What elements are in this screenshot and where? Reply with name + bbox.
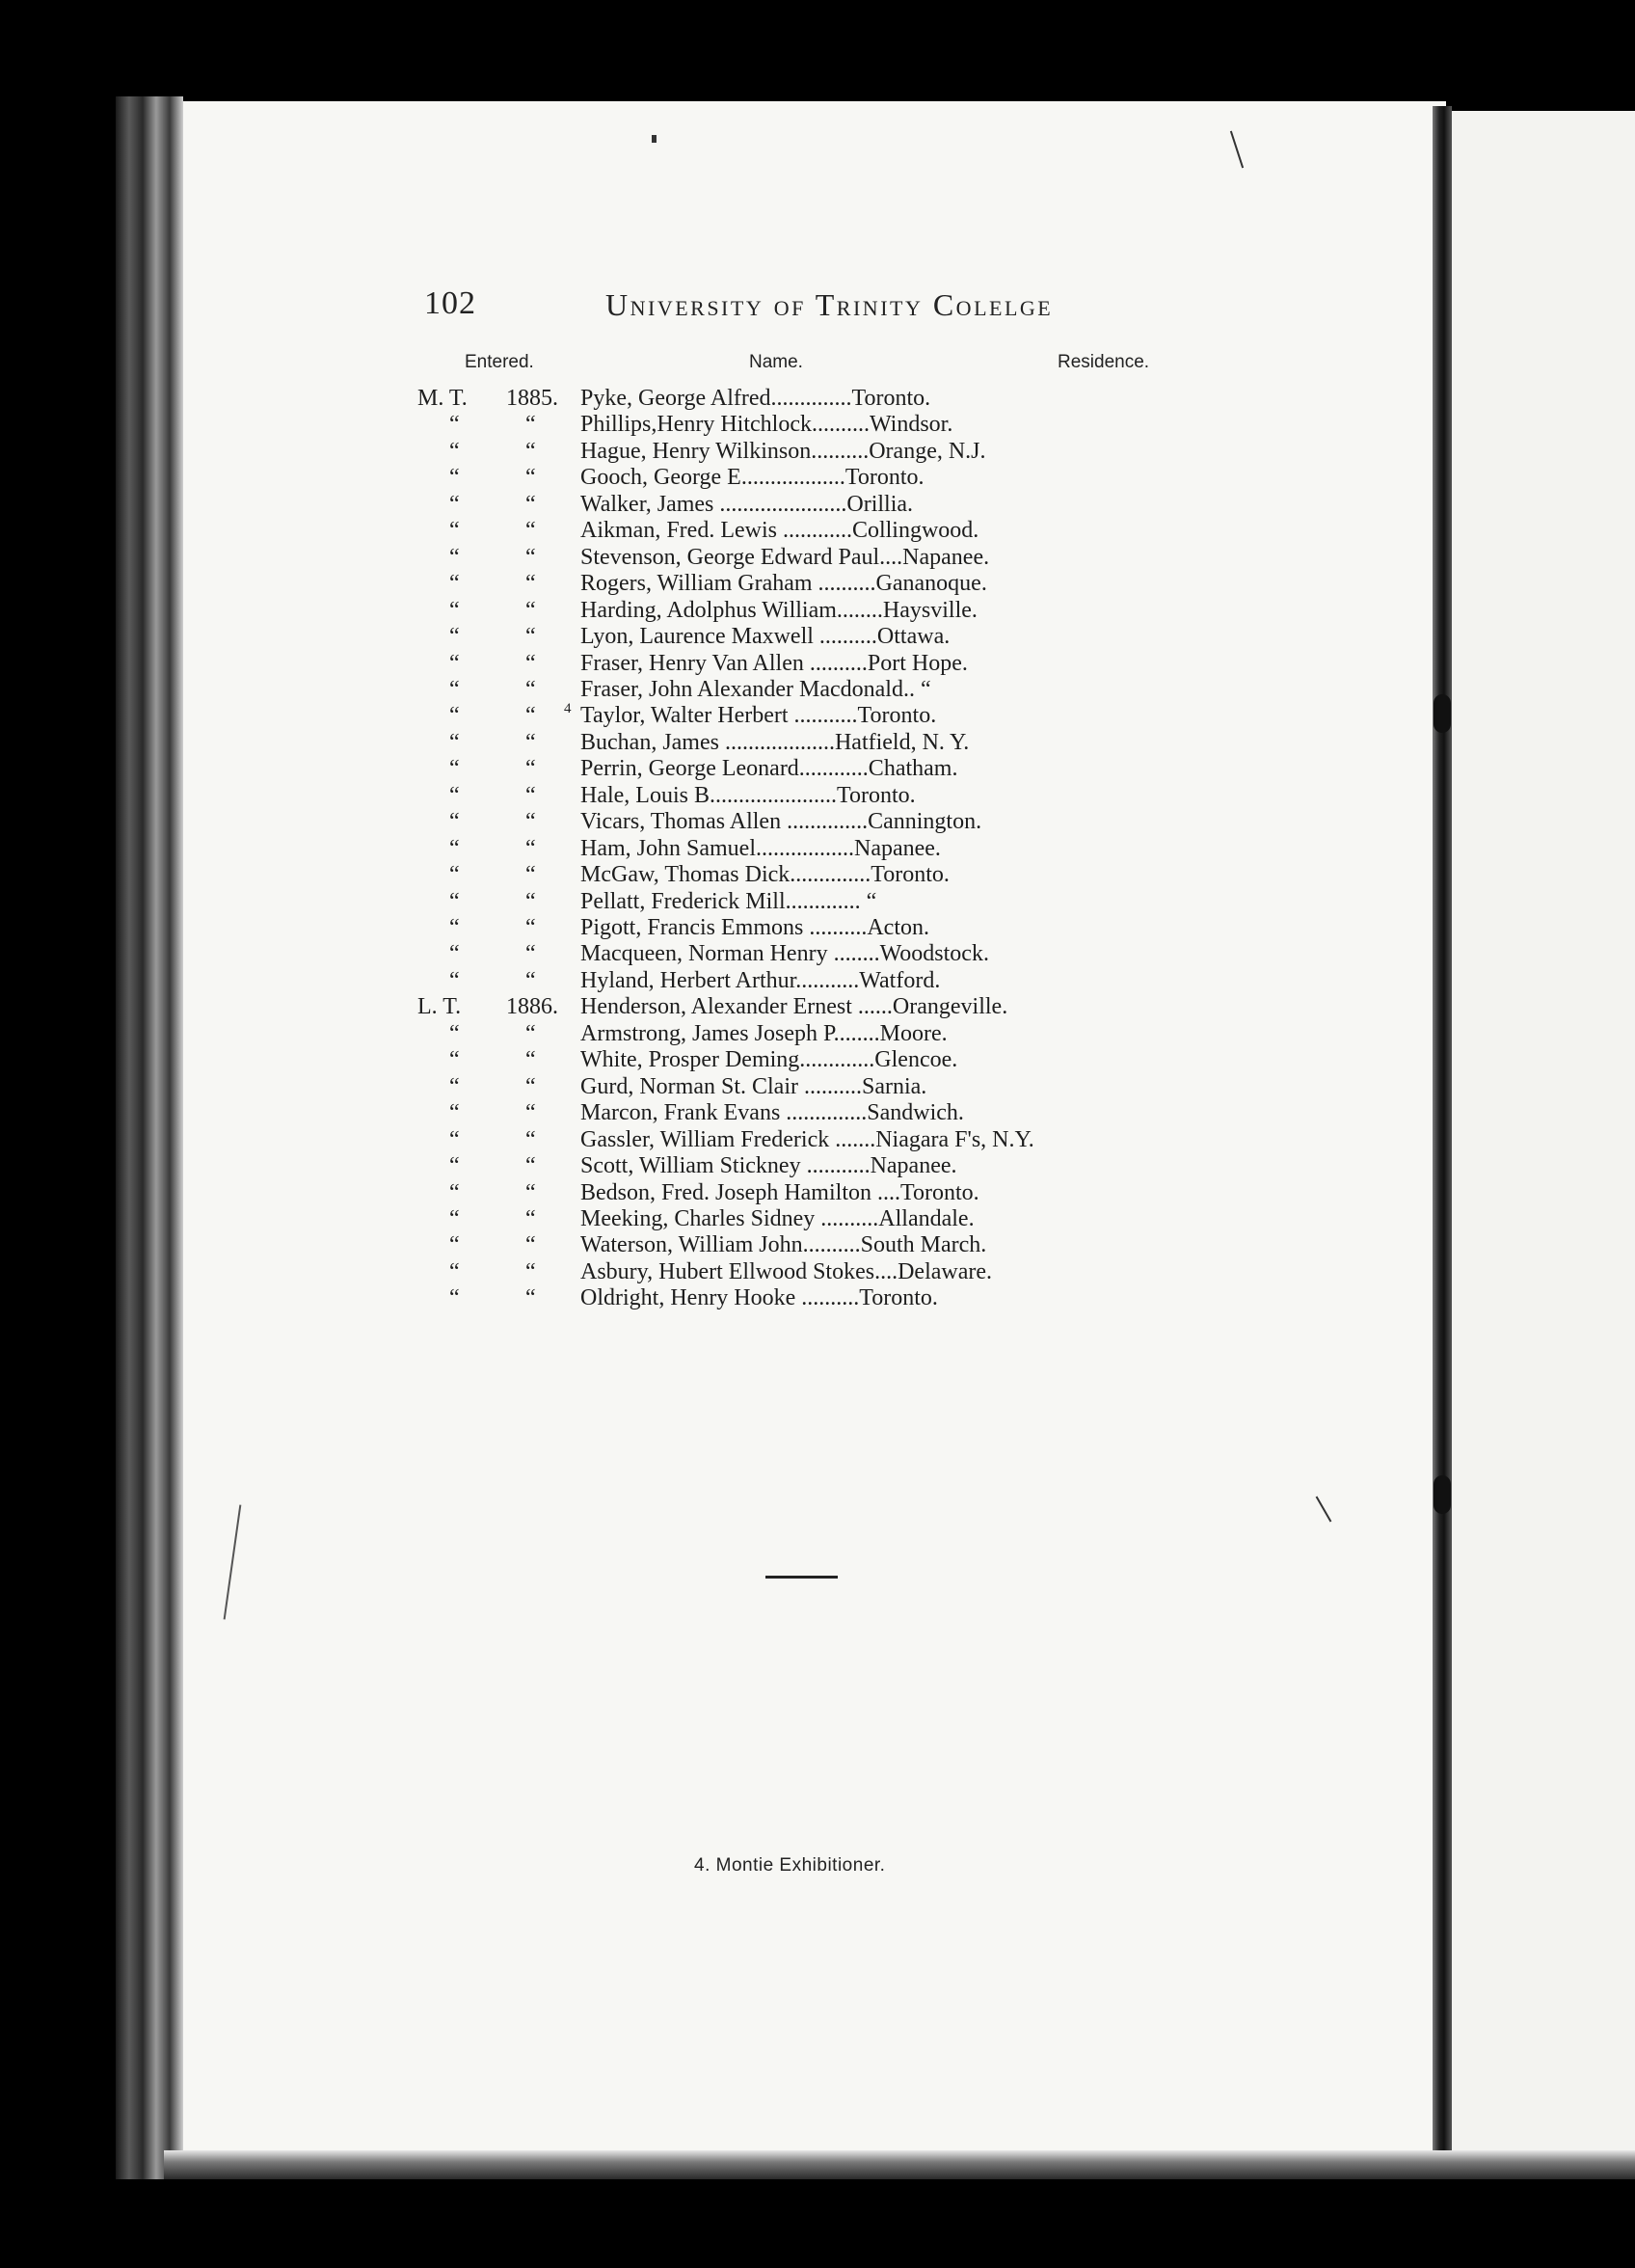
- list-item: [0, 1285, 1446, 1311]
- entry-name-residence: McGaw, Thomas Dick..............Toronto.: [580, 862, 950, 888]
- list-item: [0, 1153, 1446, 1179]
- list-item: [0, 545, 1446, 571]
- entry-year: “: [525, 465, 536, 491]
- entry-year: “: [525, 862, 536, 888]
- list-item: [0, 730, 1446, 756]
- entry-name-residence: Pigott, Francis Emmons ..........Acton.: [580, 915, 929, 940]
- list-item: [0, 1100, 1446, 1126]
- entry-term: “: [449, 1073, 460, 1099]
- closing-rule: [765, 1576, 838, 1579]
- running-title: University of Trinity Colelge: [605, 287, 1054, 322]
- list-item: [0, 518, 1446, 544]
- entry-name-residence: Perrin, George Leonard............Chatham.: [580, 756, 958, 782]
- entry-year: “: [525, 491, 536, 517]
- entry-name-residence: Pyke, George Alfred..............Toronto.: [580, 386, 931, 411]
- entry-name-residence: Vicars, Thomas Allen ..............Cannington.: [580, 809, 982, 835]
- entry-term: “: [449, 571, 460, 597]
- entry-year: “: [525, 835, 536, 861]
- list-item: [0, 1074, 1446, 1100]
- entry-term: “: [449, 703, 460, 729]
- entry-year: “: [525, 676, 536, 702]
- entry-year: “: [525, 438, 536, 464]
- entry-name-residence: Scott, William Stickney ...........Napanee.: [580, 1153, 957, 1179]
- list-item: [0, 915, 1446, 941]
- list-item: [0, 889, 1446, 915]
- entry-name-residence: Henderson, Alexander Ernest ......Orangeville.: [580, 994, 1008, 1020]
- entry-name-residence: Armstrong, James Joseph P........Moore.: [580, 1020, 948, 1046]
- column-heading-residence: Residence.: [1058, 352, 1150, 372]
- entry-year: “: [525, 703, 536, 729]
- entry-year: “: [525, 729, 536, 755]
- entry-year: “: [525, 1285, 536, 1311]
- entry-term: “: [449, 1232, 460, 1258]
- entry-term: “: [449, 941, 460, 967]
- entry-name-residence: Hague, Henry Wilkinson..........Orange, N.J.: [580, 438, 986, 464]
- entry-name-residence: Fraser, Henry Van Allen ..........Port Hope.: [580, 650, 968, 676]
- list-item: [0, 703, 1446, 729]
- list-item: [0, 968, 1446, 994]
- entry-year: “: [525, 782, 536, 808]
- entry-year: “: [525, 650, 536, 676]
- entry-year: “: [525, 571, 536, 597]
- entry-term: “: [449, 1020, 460, 1046]
- entry-term: “: [449, 1258, 460, 1284]
- list-item: [0, 439, 1446, 465]
- entry-name-residence: Lyon, Laurence Maxwell ..........Ottawa.: [580, 624, 951, 650]
- list-item: [0, 492, 1446, 518]
- scan-speck: [652, 135, 657, 143]
- page-number: 102: [424, 285, 476, 321]
- entry-year: “: [525, 518, 536, 544]
- entry-year: “: [525, 1073, 536, 1099]
- entry-term: “: [449, 1100, 460, 1126]
- list-item: [0, 994, 1446, 1020]
- entry-year: “: [525, 1205, 536, 1231]
- entry-term: “: [449, 1153, 460, 1179]
- entry-name-residence: Waterson, William John..........South March.: [580, 1232, 987, 1258]
- entry-name-residence: Hale, Louis B......................Toronto.: [580, 782, 916, 808]
- entry-term: “: [449, 1047, 460, 1073]
- entry-year: “: [525, 1179, 536, 1205]
- entry-name-residence: White, Prosper Deming.............Glencoe.: [580, 1047, 958, 1073]
- entry-term: “: [449, 624, 460, 650]
- entry-term: “: [449, 835, 460, 861]
- entry-year: “: [525, 1258, 536, 1284]
- entry-year: “: [525, 915, 536, 940]
- entry-term: “: [449, 465, 460, 491]
- entry-name-residence: Fraser, John Alexander Macdonald.. “: [580, 676, 931, 702]
- list-item: [0, 624, 1446, 650]
- entry-year: “: [525, 1126, 536, 1152]
- entry-term: “: [449, 1205, 460, 1231]
- entry-year: “: [525, 809, 536, 835]
- entry-year: “: [525, 967, 536, 993]
- entry-term: “: [449, 597, 460, 623]
- entry-year: “: [525, 1232, 536, 1258]
- entry-term: “: [449, 888, 460, 914]
- list-item: [0, 1127, 1446, 1153]
- entry-year: “: [525, 1047, 536, 1073]
- entry-term: “: [449, 862, 460, 888]
- list-item: [0, 386, 1446, 412]
- list-item: [0, 571, 1446, 597]
- entry-term: “: [449, 676, 460, 702]
- entry-year: “: [525, 756, 536, 782]
- list-item: [0, 1259, 1446, 1285]
- entry-name-residence: Gassler, William Frederick .......Niagara F's, N.Y.: [580, 1126, 1034, 1152]
- entry-name-residence: Bedson, Fred. Joseph Hamilton ....Toronto.: [580, 1179, 979, 1205]
- list-item: [0, 1206, 1446, 1232]
- entry-term: “: [449, 809, 460, 835]
- entry-term: “: [449, 756, 460, 782]
- entry-term: “: [449, 412, 460, 438]
- entry-name-residence: Macqueen, Norman Henry ........Woodstock.: [580, 941, 989, 967]
- entry-name-residence: Aikman, Fred. Lewis ............Collingwood.: [580, 518, 979, 544]
- list-item: [0, 756, 1446, 782]
- entry-term: “: [449, 1179, 460, 1205]
- entry-name-residence: Meeking, Charles Sidney ..........Allandale.: [580, 1205, 975, 1231]
- entry-term: “: [449, 967, 460, 993]
- list-item: [0, 941, 1446, 967]
- entry-year: “: [525, 1153, 536, 1179]
- entry-term: “: [449, 650, 460, 676]
- entry-name-residence: Gooch, George E..................Toronto.: [580, 465, 925, 491]
- list-item: [0, 862, 1446, 888]
- entry-name-residence: Rogers, William Graham ..........Gananoque.: [580, 571, 987, 597]
- entry-name-residence: Harding, Adolphus William........Haysville.: [580, 597, 978, 623]
- binding-knot: [1434, 1475, 1451, 1514]
- entry-name-residence: Hyland, Herbert Arthur...........Watford.: [580, 967, 941, 993]
- entry-term: M. T.: [417, 386, 468, 411]
- footnote: 4. Montie Exhibitioner.: [694, 1855, 886, 1876]
- column-heading-entered: Entered.: [465, 352, 534, 372]
- entry-term: “: [449, 491, 460, 517]
- list-item: [0, 465, 1446, 491]
- list-item: [0, 1047, 1446, 1073]
- entry-term: L. T.: [417, 994, 462, 1020]
- facing-page-edge: [1449, 111, 1635, 2155]
- entry-year: “: [525, 888, 536, 914]
- entry-year: “: [525, 1020, 536, 1046]
- entry-term: “: [449, 1126, 460, 1152]
- entry-name-residence: Oldright, Henry Hooke ..........Toronto.: [580, 1285, 938, 1311]
- list-item: [0, 598, 1446, 624]
- entry-year: “: [525, 544, 536, 570]
- entry-year: “: [525, 1100, 536, 1126]
- column-heading-name: Name.: [749, 352, 803, 372]
- entry-term: “: [449, 544, 460, 570]
- entry-name-residence: Asbury, Hubert Ellwood Stokes....Delaware.: [580, 1258, 993, 1284]
- scan-bottom-edge: [164, 2150, 1635, 2179]
- entry-name-residence: Marcon, Frank Evans ..............Sandwich.: [580, 1100, 964, 1126]
- list-item: [0, 809, 1446, 835]
- list-item: [0, 677, 1446, 703]
- list-item: [0, 1021, 1446, 1047]
- entry-name-residence: Walker, James ......................Orillia.: [580, 491, 914, 517]
- entry-term: “: [449, 438, 460, 464]
- list-item: [0, 1180, 1446, 1206]
- entry-year: “: [525, 941, 536, 967]
- entry-name-residence: Phillips,Henry Hitchlock..........Windsor.: [580, 412, 953, 438]
- entry-term: “: [449, 729, 460, 755]
- entry-term: “: [449, 915, 460, 940]
- list-item: [0, 412, 1446, 438]
- entry-term: “: [449, 518, 460, 544]
- entry-term: “: [449, 1285, 460, 1311]
- list-item: [0, 783, 1446, 809]
- entry-year: 1886.: [506, 994, 558, 1020]
- entry-name-residence: Buchan, James ...................Hatfield, N. Y.: [580, 729, 970, 755]
- entry-name-residence: Gurd, Norman St. Clair ..........Sarnia.: [580, 1073, 927, 1099]
- entry-year: “: [525, 597, 536, 623]
- footnote-marker: 4: [564, 701, 572, 717]
- list-item: [0, 1232, 1446, 1258]
- entry-year: 1885.: [506, 386, 558, 411]
- entry-name-residence: Pellatt, Frederick Mill............. “: [580, 888, 877, 914]
- entry-year: “: [525, 624, 536, 650]
- entry-term: “: [449, 782, 460, 808]
- list-item: [0, 836, 1446, 862]
- entry-name-residence: Stevenson, George Edward Paul....Napanee.: [580, 544, 990, 570]
- entry-year: “: [525, 412, 536, 438]
- entry-name-residence: Taylor, Walter Herbert ...........Toronto.: [580, 703, 937, 729]
- entry-name-residence: Ham, John Samuel.................Napanee.: [580, 835, 941, 861]
- list-item: [0, 651, 1446, 677]
